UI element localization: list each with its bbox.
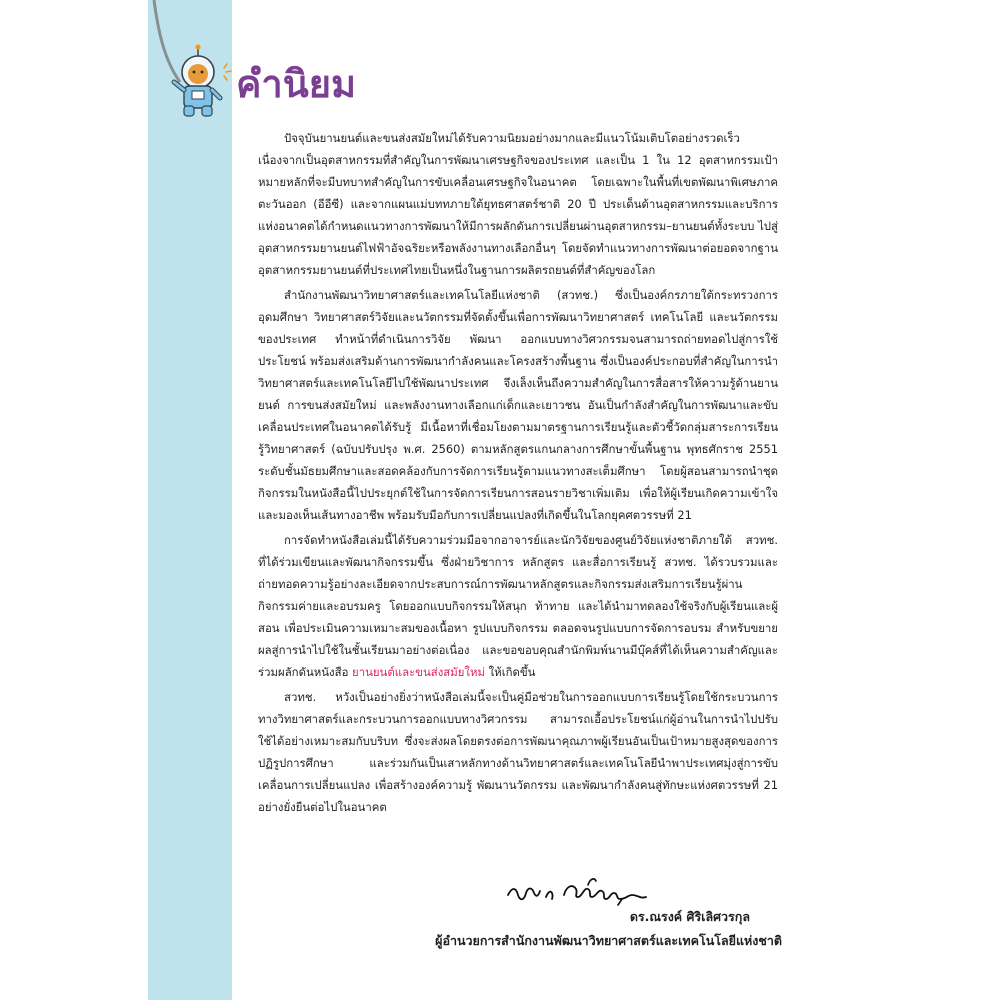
- paragraph-3-text: การจัดทำหนังสือเล่มนี้ได้รับความร่วมมือจากอาจารย์และนักวิจัยของศูนย์วิจัยแห่งชาติภายใต้ สวทช. ที่ได้ร่วมเขียนและพัฒนากิจกรรมขึ้น ซึ่งฝ่ายวิชาการ หลักสูตร และสื่อการเรียนรู้ สวทช. ได้รวบรวมและถ่ายทอดความรู้อย่างละเอียดจากประสบการณ์การพัฒนาหลักสูตรและกิจกรรมส่งเสริมการเรียนรู้ผ่านกิจกรรมค่ายและอบรมครู โดยออกแบบกิจกรรมให้สนุก ท้าทาย และได้นำมาทดลองใช้จริงกับผู้เรียนและผู้สอน เพื่อประเมินความเหมาะสมของเนื้อหา รูปแบบกิจกรรม ตลอดจนรูปแบบการจัดการอบรม สำหรับขยายผลสู่การนำไปใช้ในชั้นเรียนมาอย่างต่อเนื่อง และขอขอบคุณสำนักพิมพ์นานมีบุ๊คส์ที่ได้เห็นความสำคัญและร่วมผลักดันหนังสือ: [258, 533, 778, 679]
- paragraph-4: สวทช. หวังเป็นอย่างยิ่งว่าหนังสือเล่มนี้จะเป็นคู่มือช่วยในการออกแบบการเรียนรู้โดยใช้กระบวนการทางวิทยาศาสตร์และกระบวนการออกแบบทางวิศวกรรม สามารถเอื้อประโยชน์แก่ผู้อ่านในการนำไปปรับใช้ได้อย่างเหมาะสมกับบริบท ซึ่งจะส่งผลโดยตรงต่อการพัฒนาคุณภาพผู้เรียนอันเป็นเป้าหมายสูงสุดของการปฏิรูปการศึกษา และร่วมกันเป็นเสาหลักทางด้านวิทยาศาสตร์และเทคโนโลยีนำพาประเทศมุ่งสู่การขับเคลื่อนการเปลี่ยนแปลง เพื่อสร้างองค์ความรู้ พัฒนานวัตกรรม และพัฒนากำลังคนสู่ทักษะแห่งศตวรรษที่ 21 อย่างยั่งยืนต่อไปในอนาคต: [258, 690, 778, 814]
- foreword-body: [258, 127, 778, 821]
- signer-name: ดร.ณรงค์ ศิริเลิศวรกุล: [629, 909, 750, 924]
- handwritten-signature: [502, 873, 672, 907]
- paragraph-3-end: ให้เกิดขึ้น: [485, 665, 536, 679]
- astronaut-illustration: [150, 0, 236, 120]
- paragraph-2: สำนักงานพัฒนาวิทยาศาสตร์และเทคโนโลยีแห่งชาติ (สวทช.) ซึ่งเป็นองค์กรภายใต้กระทรวงการอุดมศึกษา วิทยาศาสตร์วิจัยและนวัตกรรมที่จัดตั้งขึ้นเพื่อการพัฒนาวิทยาศาสตร์ เทคโนโลยี และนวัตกรรมของประเทศ ทำหน้าที่ดำเนินการวิจัย พัฒนา ออกแบบทางวิศวกรรมจนสามารถถ่ายทอดไปสู่การใช้ประโยชน์ พร้อมส่งเสริมด้านการพัฒนากำลังคนและโครงสร้างพื้นฐาน ซึ่งเป็นองค์ประกอบที่สำคัญในการนำวิทยาศาสตร์และเทคโนโลยีไปใช้พัฒนาประเทศ จึงเล็งเห็นถึงความสำคัญในการสื่อสารให้ความรู้ด้านยานยนต์ การขนส่งสมัยใหม่ และพลังงานทางเลือกแก่เด็กและเยาวชน อันเป็นกำลังสำคัญในการพัฒนาและขับเคลื่อนประเทศในอนาคตได้รับรู้ มีเนื้อหาที่เชื่อมโยงตามมาตรฐานการเรียนรู้และตัวชี้วัดกลุ่มสาระการเรียนรู้วิทยาศาสตร์ (ฉบับปรับปรุง พ.ศ. 2560) ตามหลักสูตรแกนกลางการศึกษาขั้นพื้นฐาน พุทธศักราช 2551 ระดับชั้นมัธยมศึกษาและสอดคล้องกับการจัดการเรียนรู้ตามแนวทางสะเต็มศึกษา โดยผู้สอนสามารถนำชุดกิจกรรมในหนังสือนี้ไปประยุกต์ใช้ในการจัดการเรียนการสอนรายวิชาเพิ่มเติม เพื่อให้ผู้เรียนเกิดความเข้าใจและมองเห็นเส้นทางอาชีพ พร้อมรับมือกับการเปลี่ยนแปลงที่เกิดขึ้นในโลกยุคศตวรรษที่ 21: [258, 288, 778, 522]
- paragraph-3: [258, 529, 778, 683]
- side-stripe: [148, 0, 232, 1000]
- page-title: คำนิยม: [236, 62, 357, 106]
- signer-position: ผู้อำนวยการสำนักงานพัฒนาวิทยาศาสตร์และเทคโนโลยีแห่งชาติ: [435, 933, 782, 948]
- book-title-highlight: ยานยนต์และขนส่งสมัยใหม่: [352, 665, 485, 679]
- paragraph-1: ปัจจุบันยานยนต์และขนส่งสมัยใหม่ได้รับความนิยมอย่างมากและมีแนวโน้มเติบโตอย่างรวดเร็ว เนื่องจากเป็นอุตสาหกรรมที่สำคัญในการพัฒนาเศรษฐกิจของประเทศ และเป็น 1 ใน 12 อุตสาหกรรมเป้าหมายหลักที่จะมีบทบาทสำคัญในการขับเคลื่อนเศรษฐกิจในอนาคต โดยเฉพาะในพื้นที่เขตพัฒนาพิเศษภาคตะวันออก (อีอีซี) และจากแผนแม่บททภายใต้ยุทธศาสตร์ชาติ 20 ปี ประเด็นด้านอุตสาหกรรมและบริการแห่งอนาคตได้กำหนดแนวทางการพัฒนาให้มีการผลักดันการเปลี่ยนผ่านอุตสาหกรรม–ยานยนต์ทั้งระบบ ไปสู่อุตสาหกรรมยานยนต์ไฟฟ้าอัจฉริยะหรือพลังงานทางเลือกอื่นๆ โดยจัดทำแนวทางการพัฒนาต่อยอดจากฐานอุตสาหกรรมยานยนต์ที่ประเทศไทยเป็นหนึ่งในฐานการผลิตรถยนต์ที่สำคัญของโลก: [258, 131, 778, 277]
